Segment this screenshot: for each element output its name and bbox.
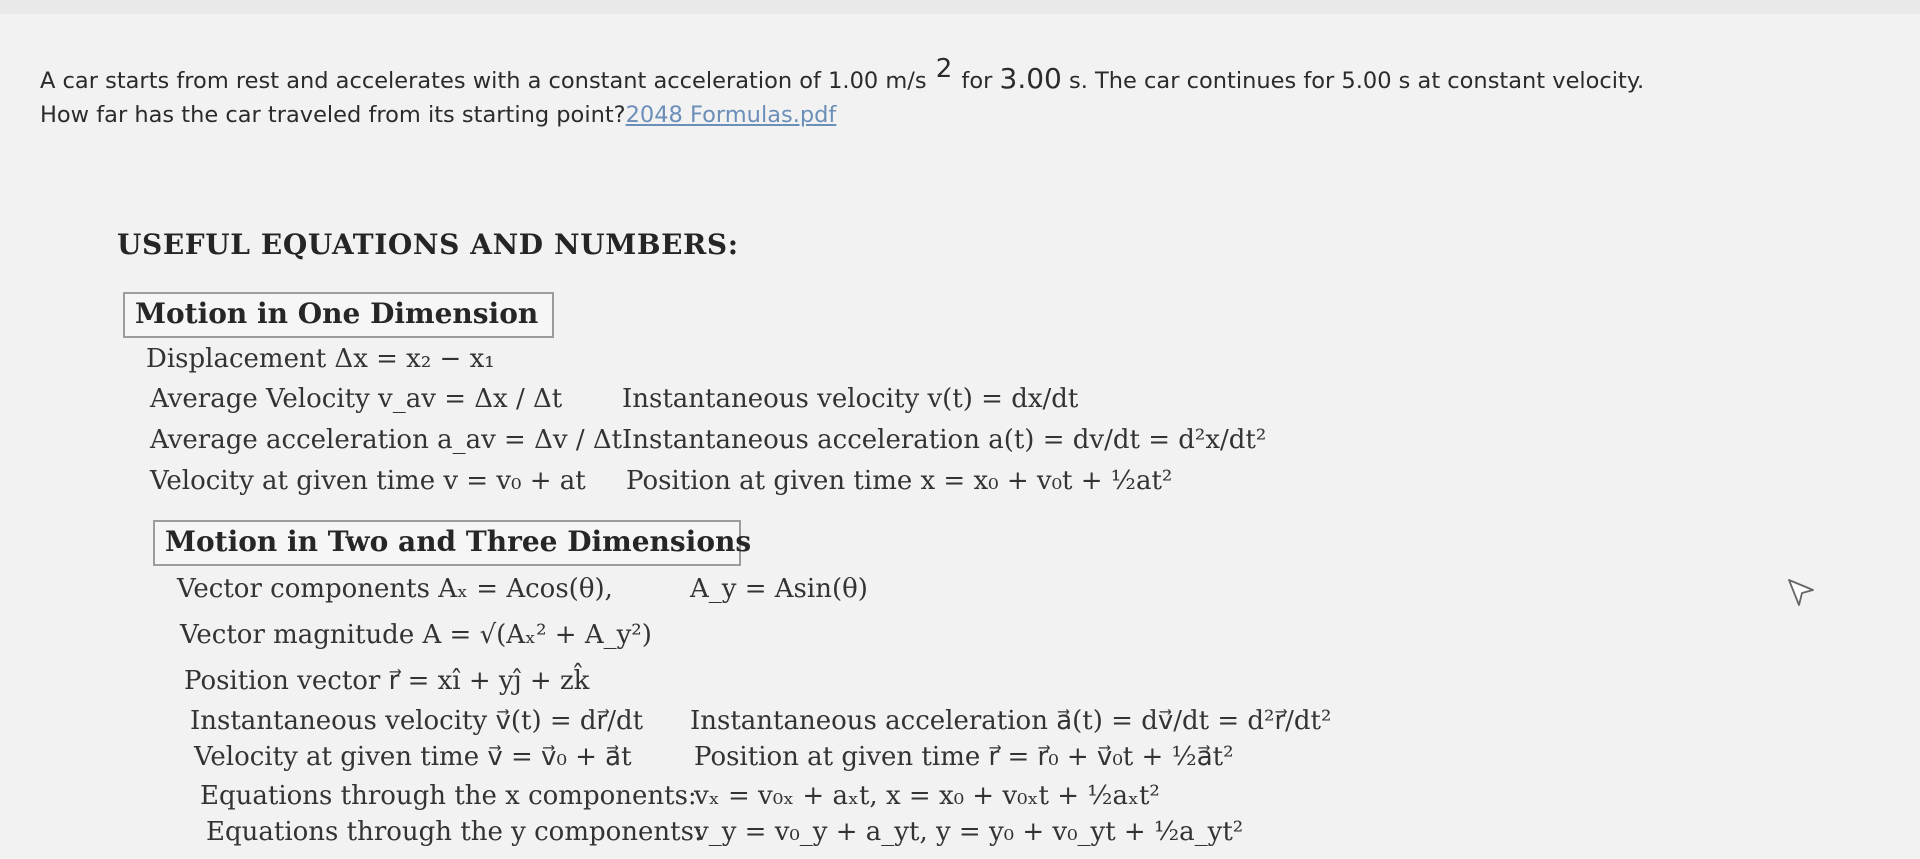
position-time-eq: Position at given time x = x₀ + v₀t + ½at² — [626, 466, 1173, 496]
formulas-pdf-link[interactable]: 2048 Formulas.pdf — [625, 102, 837, 128]
formula-heading: USEFUL EQUATIONS AND NUMBERS: — [117, 228, 739, 261]
avg-accel-eq: Average acceleration a_av = Δv / Δt — [150, 425, 623, 455]
velocity-time-eq: Velocity at given time v = v₀ + at — [150, 466, 586, 496]
velocity-vector-time-eq: Velocity at given time v⃗ = v⃗₀ + a⃗t — [194, 742, 632, 772]
mouse-pointer-icon — [1787, 578, 1815, 612]
inst-velocity-eq: Instantaneous velocity v(t) = dx/dt — [622, 384, 1079, 414]
inst-velocity-vector-eq: Instantaneous velocity v⃗(t) = dr⃗/dt — [190, 706, 644, 736]
question-prompt: How far has the car traveled from its starting point? — [40, 102, 626, 128]
position-vector-eq: Position vector r⃗ = xî + yĵ + zk̂ — [184, 666, 590, 696]
two-three-dimensions-title: Motion in Two and Three Dimensions — [153, 520, 741, 566]
question-part-1: A car starts from rest and accelerates with a constant acceleration of 1.00 m/s — [40, 68, 927, 94]
exponent: 2 — [935, 54, 953, 84]
one-dimension-title: Motion in One Dimension — [123, 292, 554, 338]
y-components-label: Equations through the y components: — [206, 817, 703, 847]
x-components-label: Equations through the x components: — [200, 781, 697, 811]
inst-accel-vector-eq: Instantaneous acceleration a⃗(t) = dv⃗/dt = d²r⃗/dt² — [690, 706, 1332, 736]
question-part-3: s. The car continues for 5.00 s at constant velocity. — [1061, 68, 1645, 94]
y-components-eq: v_y = v₀_y + a_yt, y = y₀ + v₀_yt + ½a_yt² — [694, 817, 1244, 847]
vector-components-x-eq: Vector components Aₓ = Acos(θ), — [177, 574, 613, 604]
vector-components-y-eq: A_y = Asin(θ) — [690, 574, 868, 604]
question-part-2: for — [954, 68, 1000, 94]
position-vector-time-eq: Position at given time r⃗ = r⃗₀ + v⃗₀t + ½a⃗t² — [694, 742, 1234, 772]
time-value: 3.00 — [999, 62, 1062, 95]
avg-velocity-eq: Average Velocity v_av = Δx / Δt — [150, 384, 563, 414]
displacement-eq: Displacement Δx = x₂ − x₁ — [146, 344, 495, 374]
inst-accel-eq: Instantaneous acceleration a(t) = dv/dt = d²x/dt² — [622, 425, 1267, 455]
vector-magnitude-eq: Vector magnitude A = √(Aₓ² + A_y²) — [180, 620, 652, 650]
x-components-eq: vₓ = v₀ₓ + aₓt, x = x₀ + v₀ₓt + ½aₓt² — [694, 781, 1160, 811]
